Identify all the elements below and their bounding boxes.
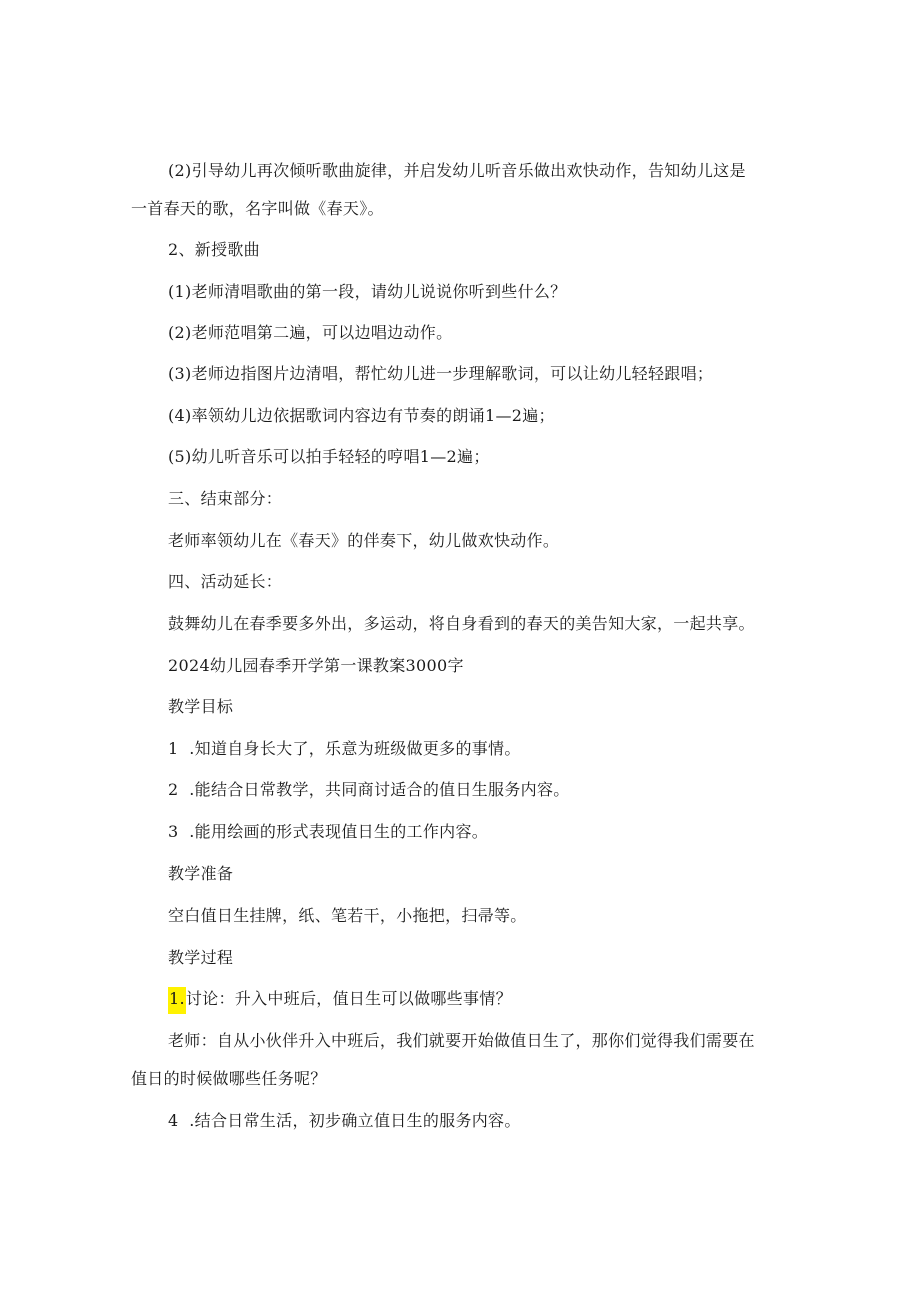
paragraph-intro-line-2: 一首春天的歌，名字叫做《春天》。 [131,199,384,218]
paragraph-ending: 老师率领幼儿在《春天》的伴奏下，幼儿做欢快动作。 [168,531,560,550]
list-item-step-5: (5)幼儿听音乐可以拍手轻轻的哼唱1—2遍； [168,447,490,466]
lesson-title: 2024幼儿园春季开学第一课教案3000字 [168,656,464,675]
process-item-4 [168,1111,521,1131]
paragraph-extension: 鼓舞幼儿在春季要多外出，多运动，将自身看到的春天的美告知大家，一起共享。 [168,614,755,633]
highlighted-number-1: 1. [168,987,186,1014]
list-item-step-3: (3)老师边指图片边清唱，帮忙幼儿进一步理解歌词，可以让幼儿轻轻跟唱； [168,364,714,383]
process-number-4: 4 [168,1111,179,1130]
goal-number-3: 3 [168,822,179,841]
goal-text-3: .能用绘画的形式表现值日生的工作内容。 [189,822,489,841]
list-item-step-1: (1)老师清唱歌曲的第一段，请幼儿说说你听到些什么？ [168,282,567,301]
list-item-step-4: (4)率领幼儿边依据歌词内容边有节奏的朗诵1—2遍； [168,406,555,425]
heading-new-song: 2、新授歌曲 [168,240,260,259]
process-text-4: .结合日常生活，初步确立值日生的服务内容。 [189,1111,521,1130]
goal-text-1: .知道自身长大了，乐意为班级做更多的事情。 [189,739,521,758]
paragraph-intro-line-1: (2)引导幼儿再次倾听歌曲旋律，并启发幼儿听音乐做出欢快动作，告知幼儿这是 [168,161,746,180]
goal-number-2: 2 [168,780,179,799]
goal-item-1 [168,739,521,759]
paragraph-preparation: 空白值日生挂牌，纸、笔若干，小拖把，扫帚等。 [168,906,527,925]
goal-item-3 [168,822,488,842]
teacher-dialogue-line-1: 老师：自从小伙伴升入中班后，我们就要开始做值日生了，那你们觉得我们需要在 [168,1031,755,1050]
goal-item-2 [168,780,570,800]
goal-number-1: 1 [168,739,179,758]
heading-preparation: 教学准备 [168,864,234,883]
teacher-dialogue-line-2: 值日的时候做哪些任务呢？ [131,1069,327,1088]
list-item-step-2: (2)老师范唱第二遍，可以边唱边动作。 [168,323,453,342]
heading-ending: 三、结束部分： [168,489,283,508]
heading-extension: 四、活动延长： [168,572,283,591]
process-text-1: 讨论：升入中班后，值日生可以做哪些事情？ [185,989,512,1008]
heading-process: 教学过程 [168,948,234,967]
heading-goals: 教学目标 [168,697,234,716]
goal-text-2: .能结合日常教学，共同商讨适合的值日生服务内容。 [189,780,570,799]
process-item-1 [168,989,512,1009]
